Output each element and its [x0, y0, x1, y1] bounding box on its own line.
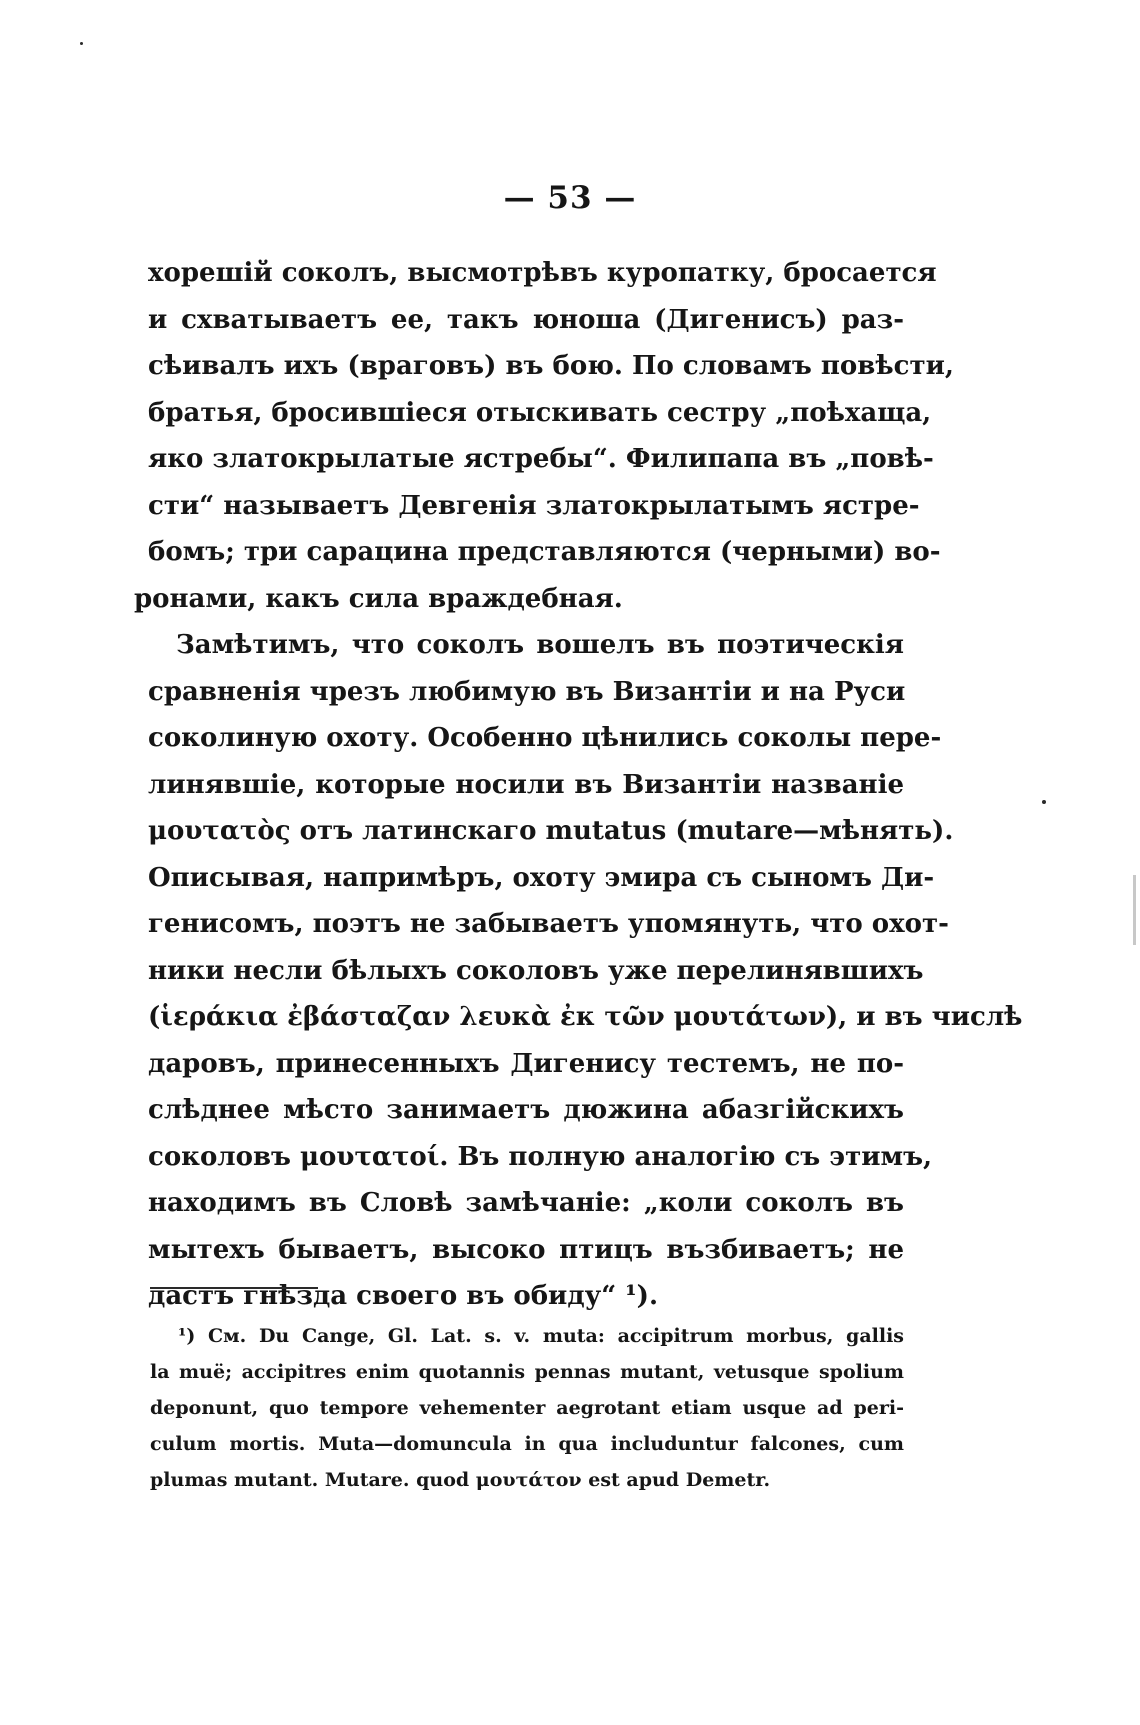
text-line: дастъ гнѣзда своего въ обиду“ ¹).	[148, 1281, 659, 1311]
text-line: генисомъ, поэтъ не забываетъ упомянуть, что охот-	[148, 909, 949, 939]
page-edge-mark	[1133, 875, 1136, 945]
footnote-line: la muë; accipitres enim quotannis pennas mutant, vetusque spolium	[150, 1361, 904, 1383]
text-line: соколовъ μουτατοί. Въ полную аналогію съ этимъ,	[148, 1141, 933, 1172]
ink-speck	[1042, 800, 1046, 804]
text-line: братья, бросившіеся отыскивать сестру „поѣхаща,	[148, 397, 932, 428]
text-line: бомъ; три сарацина представляются (черными) во-	[148, 537, 941, 567]
text-line: линявшіе, которые носили въ Византіи названіе	[148, 769, 904, 800]
main-text	[134, 250, 1023, 1320]
text-line: и схватываетъ ее, такъ юноша (Дигенисъ) раз-	[148, 304, 904, 335]
footnote-separator	[150, 1287, 318, 1289]
text-line: сѣивалъ ихъ (враговъ) въ бою. По словамъ повѣсти,	[148, 351, 954, 381]
text-line: ники несли бѣлыхъ соколовъ уже перелинявшихъ	[148, 955, 924, 986]
text-line: слѣднее мѣсто занимаетъ дюжина абазгійскихъ	[148, 1095, 904, 1125]
text-line: мытехъ бываетъ, высоко птицъ възбиваетъ; не	[148, 1234, 904, 1265]
ink-speck	[80, 42, 83, 45]
text-line: Описывая, напримѣръ, охоту эмира съ сыномъ Ди-	[148, 862, 935, 893]
text-line: сравненія чрезъ любимую въ Византіи и на Руси	[148, 676, 906, 707]
text-line: яко златокрылатые ястребы“. Филипапа въ „повѣ-	[148, 444, 934, 474]
text-line: находимъ въ Словѣ замѣчаніе: „коли соколъ въ	[148, 1188, 904, 1218]
text-line: сти“ называетъ Девгенія златокрылатымъ ястре-	[148, 490, 920, 521]
footnote-line: culum mortis. Muta—domuncula in qua includuntur falcones, cum	[150, 1433, 904, 1455]
footnote-line: deponunt, quo tempore vehementer aegrotant etiam usque ad peri-	[150, 1397, 904, 1419]
page-number: — 53 —	[503, 180, 637, 216]
text-line: соколиную охоту. Особенно цѣнились соколы пере-	[148, 723, 942, 753]
footnote-line: plumas mutant. Mutare. quod μουτάτον est apud Demetr.	[150, 1469, 771, 1491]
text-line: даровъ, принесенныхъ Дигенису тестемъ, не по-	[148, 1048, 904, 1079]
text-line: хорешій соколъ, высмотрѣвъ куропатку, бросается	[148, 258, 937, 288]
text-line: ронами, какъ сила враждебная.	[134, 583, 623, 614]
footnote-block	[150, 1318, 904, 1498]
text-line: μουτατὸς отъ латинскаго mutatus (mutare—мѣнять).	[148, 816, 954, 846]
text-line: Замѣтимъ, что соколъ вошелъ въ поэтическія	[176, 630, 904, 660]
text-line: (ἱεράκια ἐβάσταζαν λευκὰ ἐκ τῶν μουτάτων), и въ числѣ	[148, 1002, 1023, 1032]
footnote-line: ¹) См. Du Cange, Gl. Lat. s. v. muta: accipitrum morbus, gallis	[178, 1325, 904, 1347]
